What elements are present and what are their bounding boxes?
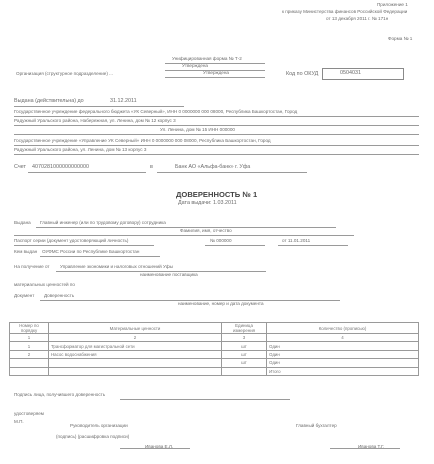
doc-title: ДОВЕРЕННОСТЬ № 1 [176, 190, 258, 199]
issued-to-label: Выдана [14, 220, 31, 225]
cell-n [10, 367, 49, 375]
cell-name [49, 359, 222, 367]
cell-unit: шт [222, 359, 267, 367]
cell-qty: Итого [267, 367, 419, 375]
org-label: Организация (структурное подразделение) ... [16, 71, 113, 76]
table-header-row [10, 323, 419, 334]
purpose-note: наименование поставщика [140, 272, 198, 277]
mat-label: материальных ценностей по [14, 282, 75, 287]
table-row [10, 342, 419, 350]
col-num: 4 [267, 334, 419, 342]
issuer-text3: Ул. Ленина, дом № 15 ИНН 000000 [160, 127, 235, 132]
materials-table [9, 322, 419, 376]
recipient-note: удостоверяем [14, 411, 44, 416]
form-approval-2: Утверждена [203, 70, 229, 75]
doc-value: Доверенность [44, 293, 75, 298]
issued-to-note: Фамилия, имя, отчество [180, 228, 232, 233]
appendix-line1: Приложение 1 [377, 2, 408, 7]
recipient-label: Подпись лица, получившего доверенность [14, 392, 106, 397]
col-header: Количество (прописью) [267, 323, 419, 334]
cell-n: 2 [10, 350, 49, 358]
passport-value: № 000000 [210, 238, 232, 243]
issuer-text2: Радужный Уральского района, Набережная, ул. Ленина, дом № 12 корпус 3 [14, 118, 176, 123]
table-row [10, 359, 419, 367]
cell-unit: шт [222, 350, 267, 358]
leader-sub: (подпись) (расшифровка подписи) [56, 434, 130, 439]
table-row [10, 350, 419, 358]
appendix-line2: к приказу Министерства финансов Российской Федерации [282, 9, 408, 14]
purpose-label: На получение от [14, 264, 50, 269]
cell-n: 1 [10, 342, 49, 350]
cell-name: Трансформатор для магистральной сети [49, 342, 222, 350]
cell-name [49, 367, 222, 375]
cell-unit [222, 367, 267, 375]
table-num-row [10, 334, 419, 342]
passport-label: Паспорт серии (документ удостоверяющий личность) [14, 238, 129, 243]
cell-name: Насос водоснабжения [49, 350, 222, 358]
signature-1: Иванова Е.Л. [145, 444, 174, 449]
doc-note: наименование, номер и дата документа [178, 301, 264, 306]
issued-by-value: ОУФМС России по Республике Башкортостан [42, 249, 140, 254]
accountant-label: Главный бухгалтер [296, 423, 337, 428]
purpose-value: Управление экономики и налоговых отношений Уфы [60, 264, 173, 269]
col-num: 1 [10, 334, 49, 342]
appendix-line3: от 13 декабря 2011 г. № 171н [326, 16, 389, 21]
cell-qty: Один [267, 350, 419, 358]
issued-value: 31.12.2011 [110, 98, 137, 104]
col-header: Единица измерения [222, 323, 267, 334]
doc-date: Дата выдачи: 1.03.2011 [178, 200, 237, 206]
leader-label: Руководитель организации [70, 423, 128, 428]
bank-label: в [150, 164, 153, 170]
code-value: 0504031 [340, 70, 361, 76]
signature-2: Иванова Т.Г. [358, 444, 385, 449]
doc-label: Документ [14, 293, 35, 298]
receiver-text: Государственное учреждение «Управление УК Северный» ИНН 0 0000000 000 08000, Республика Башкортостан, Город [14, 138, 271, 143]
form-code: Форма № 1 [388, 36, 413, 41]
col-num: 3 [222, 334, 267, 342]
account-label: Счет [14, 164, 26, 170]
col-header: Материальные ценности [49, 323, 222, 334]
table-row [10, 367, 419, 375]
form-approval: Утверждена [182, 63, 208, 68]
cell-qty: Один [267, 342, 419, 350]
bank-value: Банк АО «Альфа-банк» г. Уфа [175, 164, 251, 170]
cell-qty: Один [267, 359, 419, 367]
col-num: 2 [49, 334, 222, 342]
cell-unit: шт [222, 342, 267, 350]
issued-by-label: Кем выдан [14, 249, 38, 254]
form-label: Унифицированная форма № Т-2 [172, 56, 242, 61]
code-box [322, 68, 404, 80]
receiver-text2: Радужный Уральского района, ул. Ленина, дом № 13 корпус 3 [14, 147, 147, 152]
passport-date: от 11.01.2011 [282, 238, 311, 243]
issuer-text: Государственное учреждение федерального бюджета «УК Северный», ИНН 0 0000000 000 08000, Республика Башкортостан, Город [14, 109, 298, 114]
issued-to-value: Главный инженер (или по трудовому договору) сотрудника [40, 220, 166, 225]
col-header: Номер по порядку [10, 323, 49, 334]
account-value: 4070281000000000000 [32, 164, 89, 170]
cell-n [10, 359, 49, 367]
head-sub: М.П. [14, 419, 24, 424]
issued-label: Выдана (действительна) до [14, 98, 84, 104]
code-label: Код по ОКУД [286, 71, 319, 77]
